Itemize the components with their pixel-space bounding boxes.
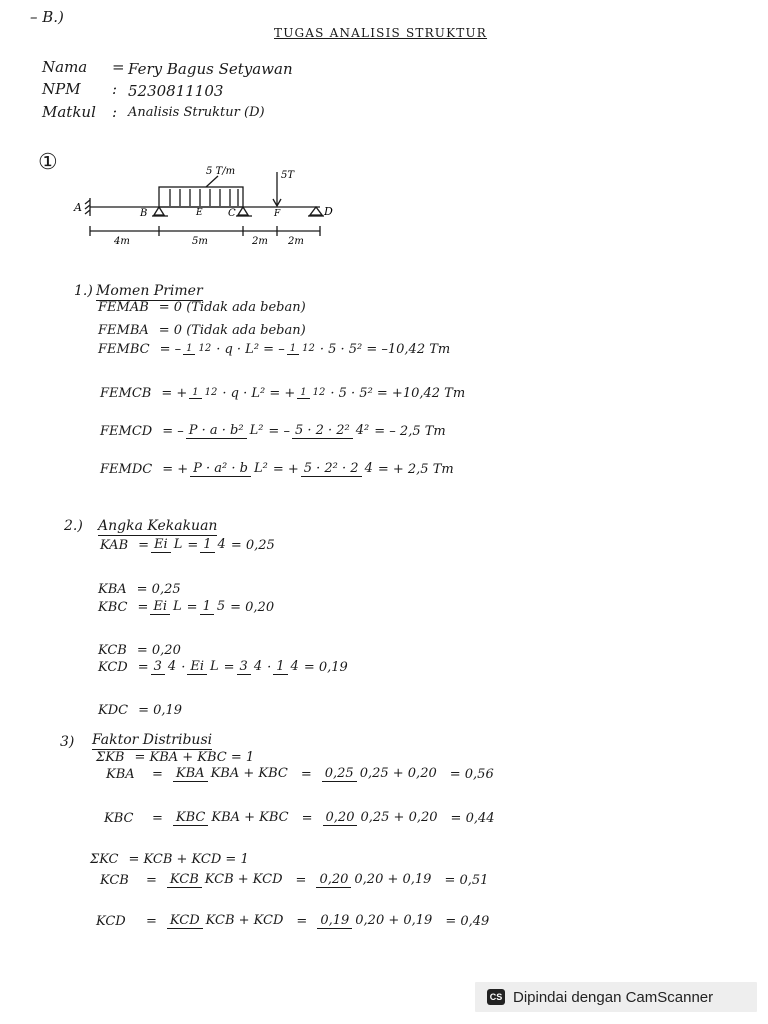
fem-label: FEMBC <box>98 342 150 357</box>
df-kba-row: KBA = KBA KBA + KBC = 0,25 0,25 + 0,20 = 0,56 <box>106 766 494 782</box>
camscanner-logo-icon: CS <box>487 989 505 1005</box>
fem-text: = 0 (Tidak ada beban) <box>158 323 306 338</box>
span-label: 2m <box>252 236 268 247</box>
section1-title: Momen Primer <box>96 283 203 299</box>
distributed-load-arrows <box>170 189 238 206</box>
df-kcb-row: KCB = KCB KCB + KCD = 0,20 0,20 + 0,19 = 0,51 <box>100 872 489 888</box>
sum-kb-row: ΣKB = KBA + KBC = 1 <box>96 750 255 765</box>
k-label: KCB <box>98 643 127 658</box>
fem-label: FEMCB <box>100 386 152 401</box>
fem-bc-row: FEMBC = – 1 12 · q · L² = – 1 12 · 5 · 5² = –10,42 Tm <box>98 342 451 357</box>
identity-value-matkul: Analisis Struktur (D) <box>128 105 265 120</box>
fem-dc-row: FEMDC = + P · a² · b L² = + 5 · 2² · 2 4 = + 2,5 Tm <box>100 461 454 477</box>
identity-label-npm: NPM <box>42 80 81 98</box>
identity-sep: : <box>112 103 118 121</box>
fem-text: = 0 (Tidak ada beban) <box>158 300 306 315</box>
span-label: 4m <box>114 236 130 247</box>
section3-number: 3) <box>60 734 75 750</box>
node-label-a: A <box>74 201 82 214</box>
fem-label: FEMDC <box>100 462 153 477</box>
fem-ba-row <box>98 323 306 338</box>
fem-label: FEMBA <box>98 323 149 338</box>
k-label: KBC <box>98 600 128 615</box>
document-title: TUGAS ANALISIS STRUKTUR <box>274 26 488 40</box>
point-load-label: 5T <box>281 170 295 181</box>
camscanner-text: Dipindai dengan CamScanner <box>513 988 714 1006</box>
df-label: KCD <box>96 914 126 929</box>
k-label: KDC <box>98 703 129 718</box>
fem-label: FEMCD <box>100 424 153 439</box>
fem-cb-row: FEMCB = + 1 12 · q · L² = + 1 12 · 5 · 5² = +10,42 Tm <box>100 386 466 401</box>
node-label-d: D <box>324 205 333 218</box>
node-label-f: F <box>274 209 281 219</box>
distributed-load-label: 5 T/m <box>206 166 236 177</box>
df-kcd-row: KCD = KCD KCB + KCD = 0,19 0,20 + 0,19 = 0,49 <box>96 913 490 929</box>
corner-mark: – B.) <box>30 8 64 26</box>
fem-cd-row: FEMCD = – P · a · b² L² = – 5 · 2 · 2² 4² = – 2,5 Tm <box>100 423 446 439</box>
k-cb-row: KCB = 0,20 <box>98 643 181 658</box>
camscanner-badge <box>475 982 757 1012</box>
support-d <box>310 207 322 215</box>
sum-label: ΣKB <box>96 750 125 765</box>
k-label: KAB <box>100 538 129 553</box>
df-label: KBC <box>104 811 134 826</box>
fem-label: FEMAB <box>98 300 149 315</box>
node-label-b: B <box>140 208 148 219</box>
node-label-e: E <box>196 208 203 218</box>
support-c <box>238 207 248 215</box>
identity-sep: : <box>112 80 118 98</box>
df-label: KCB <box>100 873 129 888</box>
identity-value-npm: 5230811103 <box>128 82 224 100</box>
section2-title: Angka Kekakuan <box>98 518 218 534</box>
identity-label-nama: Nama <box>42 58 88 76</box>
beam-diagram <box>70 160 350 250</box>
identity-label-matkul: Matkul <box>42 103 96 121</box>
sum-kc-row: ΣKC = KCB + KCD = 1 <box>90 852 249 867</box>
df-kbc-row: KBC = KBC KBA + KBC = 0,20 0,25 + 0,20 = 0,44 <box>104 810 495 826</box>
node-label-c: C <box>228 208 236 219</box>
k-bc-row: KBC = Ei L = 1 5 = 0,20 <box>98 599 275 615</box>
fem-ab-row <box>98 300 306 315</box>
span-label: 2m <box>288 236 304 247</box>
identity-sep: = <box>112 58 125 76</box>
k-ba-row: KBA = 0,25 <box>98 582 181 597</box>
df-label: KBA <box>106 767 135 782</box>
k-label: KBA <box>98 582 127 597</box>
sum-label: ΣKC <box>90 852 119 867</box>
k-ab-row: KAB = Ei L = 1 4 = 0,25 <box>100 537 275 553</box>
support-b <box>154 207 164 215</box>
span-label: 5m <box>192 236 208 247</box>
section2-number: 2.) <box>64 518 83 534</box>
k-cd-row: KCD = 3 4 · Ei L = 3 4 · 1 4 = 0,19 <box>98 659 348 675</box>
k-dc-row: KDC = 0,19 <box>98 703 183 718</box>
k-label: KCD <box>98 660 128 675</box>
identity-value-nama: Fery Bagus Setyawan <box>128 60 293 78</box>
section3-title: Faktor Distribusi <box>92 732 213 748</box>
section1-number: 1.) <box>74 283 93 299</box>
problem-number: ① <box>38 150 58 175</box>
